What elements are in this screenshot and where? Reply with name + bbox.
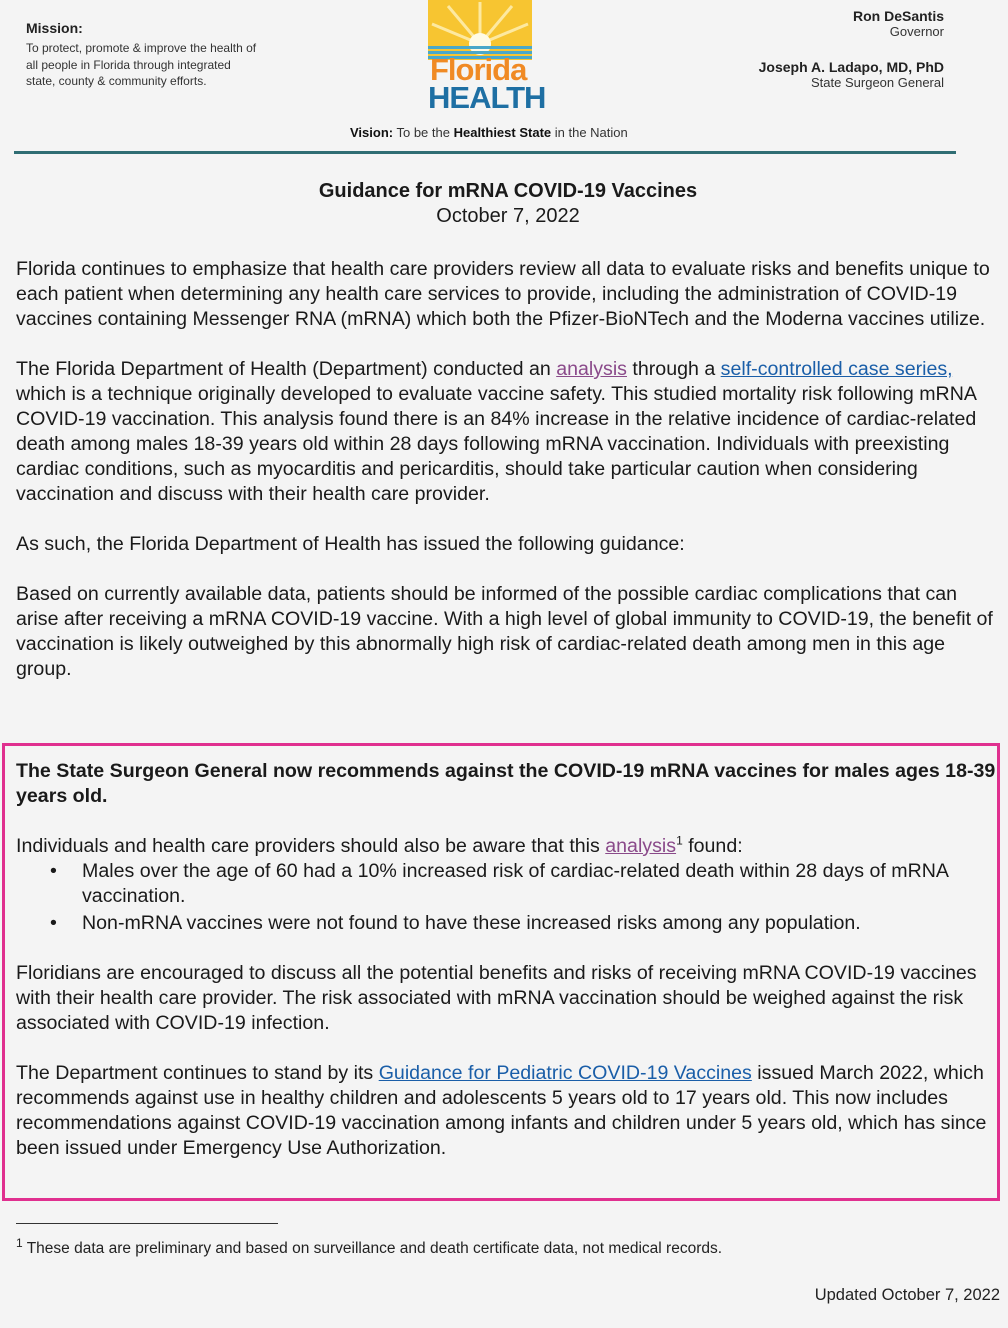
p2-text-c: which is a technique originally developed to evaluate vaccine safety. This studied mortality risk following mRNA COVID-19 vaccination. This analysis found there is an 84% increase in the relative incidence of cardiac-related death among males 18-39 years old within 28 days following mRNA vaccination. Individuals with preexisting cardiac conditions, such as myocarditis and pericarditis, should take particular caution when considering vaccination and discuss with their health care provider. xyxy=(16,383,977,505)
document-body xyxy=(16,257,1004,707)
bullet-icon: • xyxy=(50,912,57,934)
vision-statement xyxy=(350,125,628,140)
footnote-ref: 1 xyxy=(676,833,683,848)
footnote-divider xyxy=(16,1223,278,1224)
header-divider xyxy=(14,151,956,154)
logo-word-florida: Florida xyxy=(430,52,527,87)
surgeon-general-name: Joseph A. Ladapo, MD, PhD xyxy=(758,59,944,75)
paragraph-guidance-intro: As such, the Florida Department of Health has issued the following guidance: xyxy=(16,533,685,555)
surgeon-general-title: State Surgeon General xyxy=(811,75,944,90)
p2-text-a: The Florida Department of Health (Department) conducted an xyxy=(16,358,557,380)
paragraph-floridians: Floridians are encouraged to discuss all the potential benefits and risks of receiving mRNA COVID-19 vaccines with their health care provider. The risk associated with mRNA vaccination should be weighed against the risk associated with COVID-19 infection. xyxy=(16,962,977,1034)
paragraph-analysis xyxy=(16,357,1004,507)
list-item-text: Males over the age of 60 had a 10% increased risk of cardiac-related death within 28 days of mRNA vaccination. xyxy=(82,860,948,907)
title-block xyxy=(0,180,1008,228)
aware-line xyxy=(16,834,1002,859)
analysis-link-2[interactable]: analysis xyxy=(605,835,677,857)
footnote-text: These data are preliminary and based on surveillance and death certificate data, not medical records. xyxy=(22,1240,723,1257)
mission-label: Mission: xyxy=(26,20,83,36)
governor-title: Governor xyxy=(889,24,944,39)
sun-icon xyxy=(428,0,532,60)
paragraph-intro: Florida continues to emphasize that health care providers review all data to evaluate risks and benefits unique to each patient when determining any health care services to provide, including the administration of COVID-19 vaccines containing Messenger RNA (mRNA) which both the Pfizer-BioNTech and the Moderna vaccines utilize. xyxy=(16,258,990,330)
footnote-number: 1 xyxy=(16,1235,23,1250)
dept-text-b: issued March 2022, which recommends against use in healthy children and adolescents 5 years old to 17 years old. This now includes recommendations against COVID-19 vaccination among infants and children under 5 years old, which has since been issued under Emergency Use Authorization. xyxy=(16,1062,987,1159)
p2-text-b: through a xyxy=(626,358,721,380)
page-title: Guidance for mRNA COVID-19 Vaccines xyxy=(318,180,698,202)
paragraph-guidance: Based on currently available data, patients should be informed of the possible cardiac complications that can arise after receiving a mRNA COVID-19 vaccine. With a high level of global immunity to COVID-19, the benefit of vaccination is likely outweighed by this abnormally high risk of cardiac-related death among men in this age group. xyxy=(16,583,993,680)
pediatric-guidance-link[interactable]: Guidance for Pediatric COVID-19 Vaccines xyxy=(378,1062,752,1084)
logo-word-health: HEALTH xyxy=(428,80,546,115)
vision-post: in the Nation xyxy=(551,125,628,140)
florida-health-logo xyxy=(428,0,546,115)
updated-date: Updated October 7, 2022 xyxy=(814,1286,1000,1304)
vision-label: Vision: xyxy=(350,125,394,140)
aware-text-a: Individuals and health care providers should also be aware that this xyxy=(16,835,606,857)
vision-pre: To be the xyxy=(393,125,454,140)
page-date: October 7, 2022 xyxy=(436,205,580,227)
list-item xyxy=(50,911,1002,936)
dept-text-a: The Department continues to stand by its xyxy=(16,1062,379,1084)
vision-bold: Healthiest State xyxy=(453,125,552,140)
highlight-content xyxy=(16,759,1002,1186)
list-item-text: Non-mRNA vaccines were not found to have these increased risks among any population. xyxy=(82,912,861,934)
aware-text-b: found: xyxy=(682,835,743,857)
list-item xyxy=(50,859,1002,909)
bullet-icon: • xyxy=(50,860,57,882)
analysis-link[interactable]: analysis xyxy=(556,358,627,380)
findings-list xyxy=(16,859,1002,936)
paragraph-pediatric xyxy=(16,1061,1002,1161)
governor-name: Ron DeSantis xyxy=(852,8,944,24)
recommendation-statement: The State Surgeon General now recommends against the COVID-19 mRNA vaccines for males ages 18-39 years old. xyxy=(16,760,996,807)
footnote xyxy=(16,1235,723,1258)
self-controlled-case-series-link[interactable]: self-controlled case series, xyxy=(720,358,953,380)
mission-text: To protect, promote & improve the health of all people in Florida through integrated state, county & community efforts. xyxy=(26,41,257,88)
officials-block xyxy=(759,8,944,90)
